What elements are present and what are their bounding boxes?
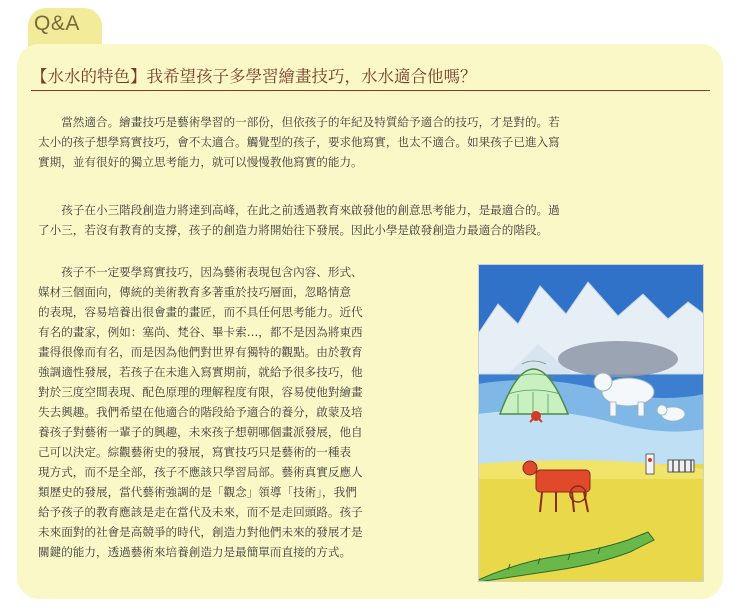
paragraph-line: 己可以決定。綜觀藝術史的發展，寫實技巧只是藝術的一種表: [38, 445, 352, 459]
answer-paragraph-1: [38, 112, 700, 172]
answer-paragraph-2: [38, 200, 700, 240]
answer-paragraph-3: [38, 262, 450, 562]
paragraph-line: 孩子不一定要學寫實技巧，因為藝術表現包含內容、形式、: [38, 265, 363, 279]
paragraph-line: 當然適合。繪畫技巧是藝術學習的一部份，但依孩子的年紀及特質給予適合的技巧，才是對的。若: [38, 115, 560, 129]
paragraph-line: 對於三度空間表現、配色原理的理解程度有限，容易使他對繪畫: [38, 385, 363, 399]
paragraph-line: 現方式，而不是全部，孩子不應該只學習局部。藝術真實反應人: [38, 465, 363, 479]
question-title: 【水水的特色】我希望孩子多學習繪畫技巧，水水適合他嗎？: [31, 67, 477, 86]
paragraph-line: 強調適性發展，若孩子在未進入寫實期前，就給予很多技巧，他: [38, 365, 363, 379]
paragraph-line: 類歷史的發展，當代藝術強調的是「觀念」領導「技術」，我們: [38, 485, 357, 499]
child-painting-image: [478, 264, 704, 582]
paragraph-line: 養孩子對藝術一輩子的興趣，未來孩子想朝哪個畫派發展，他自: [38, 425, 363, 439]
paragraph-line: 太小的孩子想學寫實技巧，會不太適合。觸覺型的孩子，要求他寫實，也太不適合。如果孩子已進入寫: [38, 135, 560, 149]
paragraph-line: 孩子在小三階段創造力將達到高峰，在此之前透過教育來啟發他的創意思考能力，是最適合的。過: [38, 203, 560, 217]
paragraph-line: 的表現，容易培養出很會畫的畫匠，而不具任何思考能力。近代: [38, 305, 363, 319]
qa-label: Q&A: [34, 12, 80, 35]
paragraph-line: 畫得很像而有名，而是因為他們對世界有獨特的觀點。由於教育: [38, 345, 363, 359]
paragraph-line: 關鍵的能力，透過藝術來培養創造力是最簡單而直接的方式。: [38, 545, 352, 559]
paragraph-line: 給予孩子的教育應該是走在當代及未來，而不是走回頭路。孩子: [38, 505, 363, 519]
paragraph-line: 失去興趣。我們希望在他適合的階段給予適合的養分，啟蒙及培: [38, 405, 363, 419]
title-divider: [31, 90, 710, 91]
paragraph-line: 了小三，若沒有教育的支撐，孩子的創造力將開始往下發展。因此小學是啟發創造力最適合的階段。: [38, 223, 549, 237]
paragraph-line: 有名的畫家，例如：塞尚、梵谷、畢卡索…，都不是因為將東西: [38, 325, 363, 339]
paragraph-line: 未來面對的社會是高競爭的時代，創造力對他們未來的發展才是: [38, 525, 363, 539]
paragraph-line: 媒材三個面向，傳統的美術教育多著重於技巧層面，忽略情意: [38, 285, 352, 299]
paragraph-line: 實期，並有很好的獨立思考能力，就可以慢慢教他寫實的能力。: [38, 155, 363, 169]
